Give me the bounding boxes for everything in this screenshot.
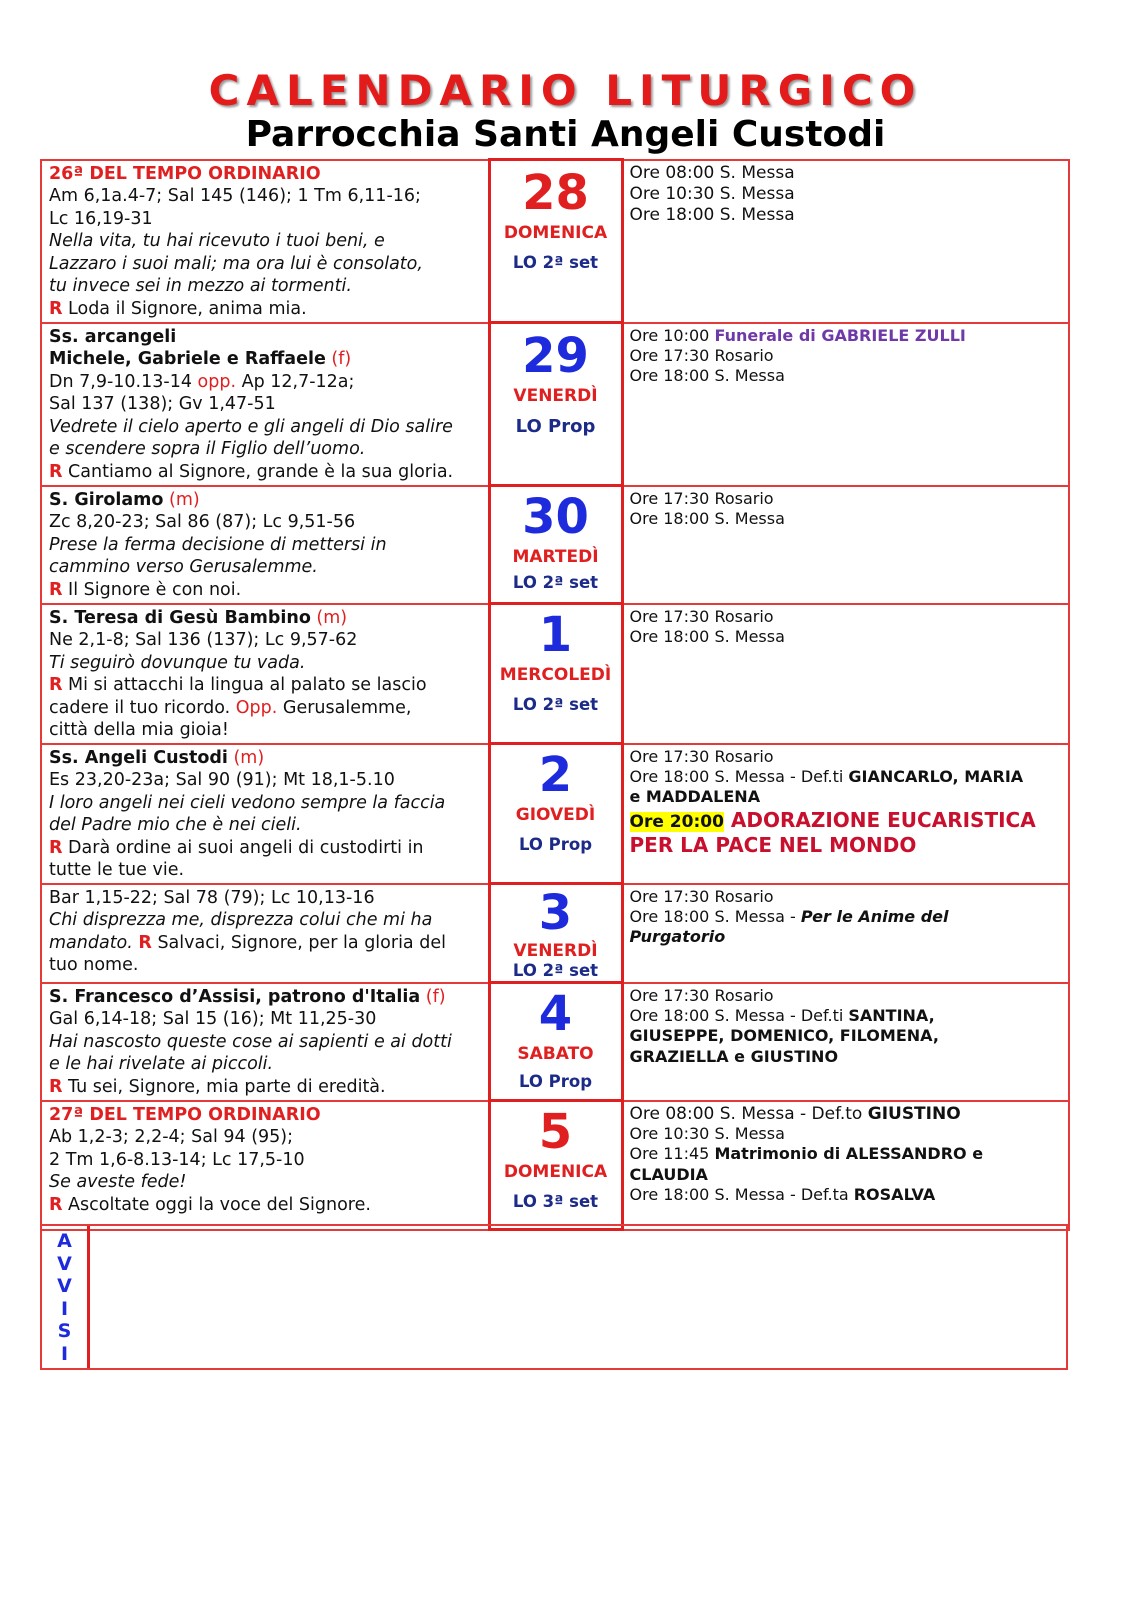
reading-refs: Lc 16,19-31	[49, 208, 153, 229]
table-row	[41, 486, 1069, 604]
liturgy-hours-label: LO 2ª set	[512, 253, 599, 272]
adoration-title: ADORAZIONE EUCARISTICA	[723, 807, 1036, 832]
response-mark: R	[138, 932, 152, 953]
antiphon: Nella vita, tu hai ricevuto i tuoi beni, e	[49, 231, 385, 252]
response-mark: R	[49, 462, 63, 483]
table-row	[41, 884, 1069, 983]
response-text: Tu sei, Signore, mia parte di eredità.	[62, 1076, 386, 1097]
day-number: 2	[538, 747, 573, 803]
psalm-response	[49, 298, 482, 321]
response-text: Ascoltate oggi la voce del Signore.	[62, 1194, 371, 1215]
intention: Purgatorio	[629, 927, 726, 947]
psalm-response	[49, 1076, 482, 1099]
response-text: cadere il tuo ricordo.	[49, 697, 236, 718]
antiphon: del Padre mio che è nei cieli.	[49, 815, 302, 836]
antiphon: e scendere sopra il Figlio dell’uomo.	[49, 439, 366, 460]
antiphon: Lazzaro i suoi mali; ma ora lui è consolato,	[49, 253, 423, 274]
response-mark: R	[49, 579, 63, 600]
rank-label: (m)	[310, 607, 348, 628]
antiphon: Ti seguirò dovunque tu vada.	[49, 652, 306, 673]
celebration-title: Ss. arcangeli	[49, 326, 177, 347]
calendar-table	[40, 158, 1070, 1231]
celebration-title: S. Girolamo	[49, 489, 164, 510]
schedule-item: Ore 10:30 S. Messa	[629, 1123, 785, 1143]
wedding-notice: CLAUDIA	[629, 1164, 708, 1184]
schedule-item: Ore 17:30 Rosario	[629, 886, 774, 906]
day-number: 5	[538, 1104, 573, 1160]
response-mark: R	[49, 299, 63, 320]
liturgy-hours-label: LO Prop	[518, 835, 593, 854]
response-mark: R	[49, 1194, 63, 1215]
antiphon: cammino verso Gerusalemme.	[49, 557, 318, 578]
response-text: tuo nome.	[49, 955, 139, 976]
celebration-title: S. Francesco d’Assisi, patrono d'Italia	[49, 986, 421, 1007]
antiphon: tu invece sei in mezzo ai tormenti.	[49, 276, 352, 297]
schedule-item: Ore 08:00 S. Messa - Def.to	[629, 1103, 868, 1124]
table-row	[41, 604, 1069, 744]
schedule-item: Ore 18:00 S. Messa - Def.ta	[629, 1185, 854, 1205]
antiphon: Se aveste fede!	[49, 1172, 187, 1193]
reading-refs: Sal 137 (138); Gv 1,47-51	[49, 394, 276, 415]
day-number: 29	[522, 328, 589, 384]
weekday-name: GIOVEDÌ	[515, 805, 596, 825]
response-text: Salvaci, Signore, per la gloria del	[151, 932, 446, 953]
deceased-names: ROSALVA	[853, 1185, 936, 1205]
psalm-response	[49, 461, 482, 484]
antiphon: Prese la ferma decisione di mettersi in	[49, 534, 387, 555]
rank-label: (f)	[420, 986, 446, 1007]
schedule-time: Ore 10:00	[629, 325, 715, 345]
liturgy-hours-label: LO Prop	[515, 416, 596, 437]
readings-cell	[41, 323, 489, 486]
schedule-item: Ore 18:00 S. Messa -	[629, 906, 801, 926]
liturgy-hours-label: LO 2ª set	[512, 573, 599, 592]
liturgy-hours-label: LO Prop	[518, 1072, 593, 1091]
avvisi-letter: I	[60, 1342, 69, 1365]
antiphon: I loro angeli nei cieli vedono sempre la faccia	[49, 792, 446, 813]
antiphon: Hai nascosto queste cose ai sapienti e ai dotti	[49, 1031, 452, 1052]
date-cell	[489, 1101, 622, 1230]
celebration-title: 26ª DEL TEMPO ORDINARIO	[49, 163, 321, 184]
weekday-name: SABATO	[517, 1044, 594, 1064]
reading-refs: Ab 1,2-3; 2,2-4; Sal 94 (95);	[49, 1127, 294, 1148]
weekday-name: MERCOLEDÌ	[499, 665, 612, 685]
schedule-item: Ore 17:30 Rosario	[629, 985, 774, 1005]
liturgy-hours-label: LO 3ª set	[512, 1192, 599, 1211]
table-row	[41, 744, 1069, 884]
funeral-notice: Funerale di GABRIELE ZULLI	[714, 325, 966, 345]
schedule-cell	[622, 604, 1069, 744]
schedule-item: Ore 18:00 S. Messa - Def.ti	[629, 766, 849, 786]
antiphon: mandato.	[49, 932, 133, 953]
antiphon: Vedrete il cielo aperto e gli angeli di Dio salire	[49, 416, 453, 437]
deceased-names: GIUSTINO	[867, 1103, 961, 1124]
day-number: 30	[522, 489, 589, 545]
schedule-item: Ore 08:00 S. Messa	[629, 162, 795, 183]
reading-refs: Bar 1,15-22; Sal 78 (79); Lc 10,13-16	[49, 887, 375, 908]
weekday-name: VENERDÌ	[513, 941, 598, 961]
alt-label: Opp.	[235, 697, 278, 718]
psalm-response	[49, 837, 482, 860]
schedule-cell	[622, 983, 1069, 1101]
reading-refs: Ne 2,1-8; Sal 136 (137); Lc 9,57-62	[49, 630, 358, 651]
response-text: città della mia gioia!	[49, 720, 229, 741]
deceased-names: GRAZIELLA e GIUSTINO	[629, 1046, 839, 1066]
response-text: Mi si attacchi la lingua al palato se lascio	[62, 675, 427, 696]
response-text: Il Signore è con noi.	[62, 579, 242, 600]
response-text: Loda il Signore, anima mia.	[62, 299, 307, 320]
schedule-cell	[622, 744, 1069, 884]
reading-refs: Gal 6,14-18; Sal 15 (16); Mt 11,25-30	[49, 1009, 377, 1030]
psalm-response	[49, 674, 482, 697]
celebration-title: 27ª DEL TEMPO ORDINARIO	[49, 1104, 321, 1125]
liturgy-hours-label: LO 2ª set	[512, 961, 599, 980]
day-number: 1	[538, 607, 573, 663]
reading-refs: 2 Tm 1,6-8.13-14; Lc 17,5-10	[49, 1149, 305, 1170]
weekday-name: DOMENICA	[503, 223, 608, 243]
response-text: tutte le tue vie.	[49, 860, 185, 881]
liturgy-hours-label: LO 2ª set	[512, 695, 599, 714]
weekday-name: MARTEDÌ	[512, 547, 599, 567]
date-cell	[489, 744, 622, 884]
reading-refs: Es 23,20-23a; Sal 90 (91); Mt 18,1-5.10	[49, 770, 395, 791]
day-number: 3	[538, 885, 573, 941]
readings-cell	[41, 160, 489, 323]
deceased-names: GIUSEPPE, DOMENICO, FILOMENA,	[629, 1026, 939, 1046]
avvisi-letter: V	[57, 1275, 72, 1297]
date-cell	[489, 884, 622, 983]
weekday-name: DOMENICA	[503, 1162, 608, 1182]
schedule-item: Ore 11:45	[629, 1144, 715, 1164]
reading-refs: Ap 12,7-12a;	[236, 371, 355, 392]
schedule-cell	[622, 1101, 1069, 1230]
psalm-response	[49, 579, 482, 602]
antiphon: Chi disprezza me, disprezza colui che mi ha	[49, 910, 433, 931]
avvisi-letter: S	[57, 1320, 72, 1342]
readings-cell	[41, 604, 489, 744]
deceased-names: e MADDALENA	[629, 787, 761, 807]
schedule-cell	[622, 884, 1069, 983]
date-cell	[489, 486, 622, 604]
date-cell	[489, 323, 622, 486]
schedule-item: Ore 18:00 S. Messa	[629, 626, 785, 646]
page-title: CALENDARIO LITURGICO	[208, 66, 923, 115]
response-text: Darà ordine ai suoi angeli di custodirti in	[62, 837, 424, 858]
table-row	[41, 160, 1069, 323]
response-mark: R	[49, 1076, 63, 1097]
adoration-title: PER LA PACE NEL MONDO	[629, 832, 917, 857]
weekday-name: VENERDÌ	[513, 386, 598, 406]
reading-refs: Zc 8,20-23; Sal 86 (87); Lc 9,51-56	[49, 512, 356, 533]
schedule-item: Ore 18:00 S. Messa	[629, 508, 785, 528]
avvisi-box	[40, 1224, 1068, 1370]
date-cell	[489, 604, 622, 744]
readings-cell	[41, 744, 489, 884]
alt-label: opp.	[197, 371, 237, 392]
readings-cell	[41, 486, 489, 604]
schedule-cell	[622, 323, 1069, 486]
intention: Per le Anime del	[800, 906, 949, 926]
rank-label: (m)	[227, 747, 265, 768]
response-text: Cantiamo al Signore, grande è la sua gloria.	[62, 462, 454, 483]
response-mark: R	[49, 837, 63, 858]
schedule-item: Ore 17:30 Rosario	[629, 488, 774, 508]
avvisi-letter: V	[57, 1252, 72, 1275]
deceased-names: GIANCARLO, MARIA	[848, 766, 1024, 786]
antiphon: e le hai rivelate ai piccoli.	[49, 1054, 274, 1075]
rank-label: (f)	[325, 349, 352, 370]
schedule-item: Ore 17:30 Rosario	[629, 345, 774, 365]
response-mark: R	[49, 675, 63, 696]
schedule-item: Ore 18:00 S. Messa - Def.ti	[629, 1005, 849, 1025]
avvisi-letter: I	[60, 1297, 69, 1320]
deceased-names: SANTINA,	[848, 1005, 935, 1025]
highlighted-time: Ore 20:00	[629, 811, 724, 832]
psalm-response	[49, 1194, 482, 1217]
wedding-notice: Matrimonio di ALESSANDRO e	[714, 1144, 984, 1164]
parish-name: Parrocchia Santi Angeli Custodi	[245, 114, 886, 155]
reading-refs: Am 6,1a.4-7; Sal 145 (146); 1 Tm 6,11-16;	[49, 186, 421, 207]
table-row	[41, 323, 1069, 486]
schedule-item: Ore 18:00 S. Messa	[629, 366, 785, 386]
schedule-cell	[622, 160, 1069, 323]
schedule-item: Ore 17:30 Rosario	[629, 606, 774, 626]
day-number: 4	[538, 986, 573, 1042]
date-cell	[489, 983, 622, 1101]
readings-cell	[41, 1101, 489, 1230]
response-text: Gerusalemme,	[277, 697, 412, 718]
avvisi-label	[42, 1226, 90, 1368]
celebration-title: Michele, Gabriele e Raffaele	[49, 349, 326, 370]
celebration-title: Ss. Angeli Custodi	[49, 747, 228, 768]
readings-cell	[41, 884, 489, 983]
schedule-item: Ore 18:00 S. Messa	[629, 204, 795, 225]
date-cell	[489, 160, 622, 323]
reading-refs: Dn 7,9-10.13-14	[49, 371, 198, 392]
readings-cell	[41, 983, 489, 1101]
table-row	[41, 983, 1069, 1101]
table-row	[41, 1101, 1069, 1230]
schedule-cell	[622, 486, 1069, 604]
celebration-title: S. Teresa di Gesù Bambino	[49, 607, 311, 628]
rank-label: (m)	[163, 489, 200, 510]
schedule-item: Ore 17:30 Rosario	[629, 746, 774, 766]
avvisi-letter: A	[57, 1230, 72, 1252]
day-number: 28	[522, 165, 589, 221]
schedule-item: Ore 10:30 S. Messa	[629, 183, 795, 204]
